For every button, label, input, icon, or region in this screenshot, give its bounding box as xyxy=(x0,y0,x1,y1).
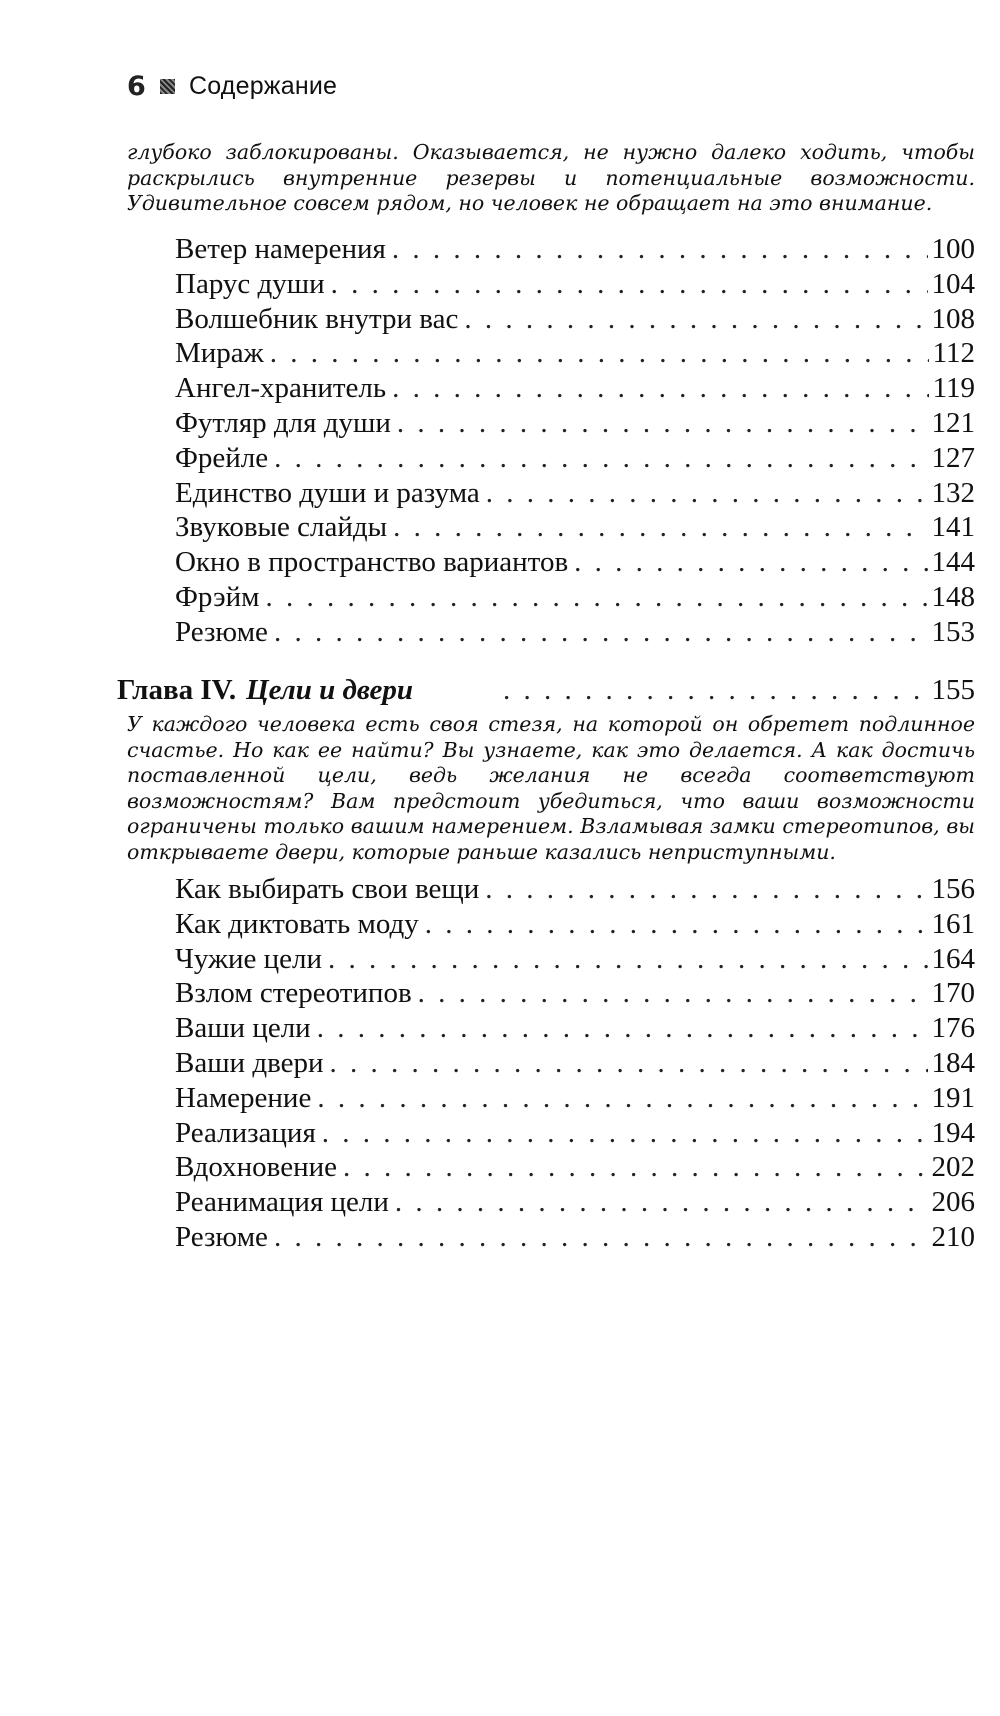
toc-entry xyxy=(175,1150,975,1185)
toc-entry xyxy=(175,942,975,977)
toc-entry xyxy=(175,872,975,907)
toc-entry-page: 112 xyxy=(932,337,975,370)
toc-entry-title: Намерение xyxy=(175,1081,312,1114)
toc-entry-title: Как выбирать свои вещи xyxy=(175,873,480,905)
leader-dots xyxy=(464,302,927,337)
leader-dots xyxy=(392,371,928,406)
toc-list xyxy=(175,232,975,650)
toc-entry xyxy=(175,615,975,650)
toc-entry-title: Фрэйм xyxy=(175,580,260,613)
toc-entry xyxy=(175,336,975,371)
leader-dots xyxy=(274,1220,928,1255)
leader-dots xyxy=(317,1081,927,1116)
leader-dots xyxy=(418,976,928,1011)
leader-dots xyxy=(486,476,928,511)
toc-entry-page: 161 xyxy=(931,907,975,940)
toc-entry-title: Как диктовать моду xyxy=(175,907,419,940)
leader-dots xyxy=(574,545,927,580)
toc-entry-page: 170 xyxy=(931,977,975,1010)
toc-entry xyxy=(175,907,975,942)
toc-entry-page: 191 xyxy=(931,1081,975,1114)
toc-entry-page: 184 xyxy=(931,1046,975,1079)
toc-entry xyxy=(175,267,975,302)
toc-entry-page: 100 xyxy=(931,233,975,265)
leader-dots xyxy=(395,1185,928,1220)
toc-entry-page: 206 xyxy=(931,1186,975,1219)
toc-entry-page: 121 xyxy=(931,406,975,439)
toc-entry-page: 164 xyxy=(931,942,975,975)
toc-entry xyxy=(175,976,975,1011)
toc-entry-page: 156 xyxy=(931,873,975,905)
toc-entry xyxy=(175,545,975,580)
leader-dots xyxy=(328,942,927,977)
toc-entry-page: 119 xyxy=(932,372,975,405)
toc-entry-title: Единство души и разума xyxy=(175,476,480,509)
toc-entry xyxy=(175,1011,975,1046)
toc-entry-page: 194 xyxy=(931,1116,975,1149)
toc-entry xyxy=(175,302,975,337)
toc-entry xyxy=(175,232,975,267)
toc-entry-page: 127 xyxy=(931,441,975,474)
toc-entry-page: 144 xyxy=(931,546,975,579)
toc-entry-title: Чужие цели xyxy=(175,942,323,975)
leader-dots xyxy=(329,1046,927,1081)
chapter-heading xyxy=(117,672,975,708)
toc-entry xyxy=(175,441,975,476)
toc-entry xyxy=(175,580,975,615)
toc-entry xyxy=(175,1185,975,1220)
toc-entry xyxy=(175,371,975,406)
toc-entry xyxy=(175,476,975,511)
toc-entry-page: 132 xyxy=(931,476,975,509)
chapter-title: Цели и двери xyxy=(246,674,413,706)
toc-entry-title: Реализация xyxy=(175,1116,316,1149)
toc-entry-title: Вдохновение xyxy=(175,1151,337,1184)
toc-entry-page: 141 xyxy=(931,511,975,544)
leader-dots xyxy=(392,232,928,267)
leader-dots xyxy=(397,406,928,441)
toc-entry xyxy=(175,1116,975,1151)
toc-entry-title: Фрейле xyxy=(175,441,269,474)
toc-entry-page: 153 xyxy=(931,615,975,648)
chapter-annotation: У каждого человека есть своя стезя, на которой он обретет подлинное счастье. Но как ее найти? Вы узнаете, как это делается. А как достичь поставленной цели, ведь желания не всегда соответствуют возможностям? Вам предстоит убедиться, что ваши возможности ограничены только вашим намерением. Взламывая замки стереотипов, вы открываете двери, которые раньше казались неприступными. xyxy=(127,712,975,864)
running-head-title: Содержание xyxy=(189,71,338,100)
toc-entry-page: 104 xyxy=(931,267,975,300)
leader-dots xyxy=(343,1150,928,1185)
toc-entry-title: Волшебник внутри вас xyxy=(175,302,459,335)
toc-entry-page: 108 xyxy=(931,302,975,335)
toc-entry-title: Мираж xyxy=(175,337,264,370)
leader-dots xyxy=(393,510,927,545)
toc-entry-title: Футляр для души xyxy=(175,406,391,439)
leader-dots xyxy=(270,336,929,371)
toc-entry-title: Парус души xyxy=(175,267,325,300)
section-annotation: глубоко заблокированы. Оказывается, не нужно далеко ходить, чтобы раскрылись внутренние резервы и потенциальные возможности. Удивительное совсем рядом, но человек не обращает на это внимание. xyxy=(127,140,975,215)
toc-entry-page: 148 xyxy=(931,580,975,613)
running-head xyxy=(127,66,337,106)
leader-dots xyxy=(425,907,928,942)
toc-entry-title: Звуковые слайды xyxy=(175,511,388,544)
toc-entry-title: Резюме xyxy=(175,615,268,648)
toc-entry-page: 176 xyxy=(931,1012,975,1045)
toc-entry-title: Взлом стереотипов xyxy=(175,977,412,1010)
toc-entry-title: Окно в пространство вариантов xyxy=(175,546,569,579)
toc-entry xyxy=(175,406,975,441)
leader-dots xyxy=(322,1116,928,1151)
leader-dots xyxy=(331,267,928,302)
toc-entry xyxy=(175,1220,975,1255)
page-number: 6 xyxy=(127,70,146,102)
leader-dots xyxy=(503,672,928,708)
leader-dots xyxy=(317,1011,928,1046)
toc-entry xyxy=(175,1046,975,1081)
toc-entry-title: Ветер намерения xyxy=(175,233,386,265)
toc-entry-page: 202 xyxy=(931,1151,975,1184)
toc-entry-title: Ваши цели xyxy=(175,1012,311,1045)
toc-entry-page: 210 xyxy=(931,1220,975,1253)
leader-dots xyxy=(265,580,927,615)
chapter-page: 155 xyxy=(931,674,975,706)
leader-dots xyxy=(274,615,928,650)
leader-dots xyxy=(274,441,927,476)
toc-entry-title: Резюме xyxy=(175,1220,268,1253)
leader-dots xyxy=(485,872,927,907)
toc-list xyxy=(175,872,975,1255)
toc-entry-title: Ангел-хранитель xyxy=(175,372,387,405)
square-ornament-icon xyxy=(160,79,175,94)
chapter-label: Глава IV. xyxy=(117,674,237,706)
toc-entry xyxy=(175,1081,975,1116)
toc-entry xyxy=(175,510,975,545)
toc-entry-title: Ваши двери xyxy=(175,1046,324,1079)
toc-entry-title: Реанимация цели xyxy=(175,1186,389,1219)
